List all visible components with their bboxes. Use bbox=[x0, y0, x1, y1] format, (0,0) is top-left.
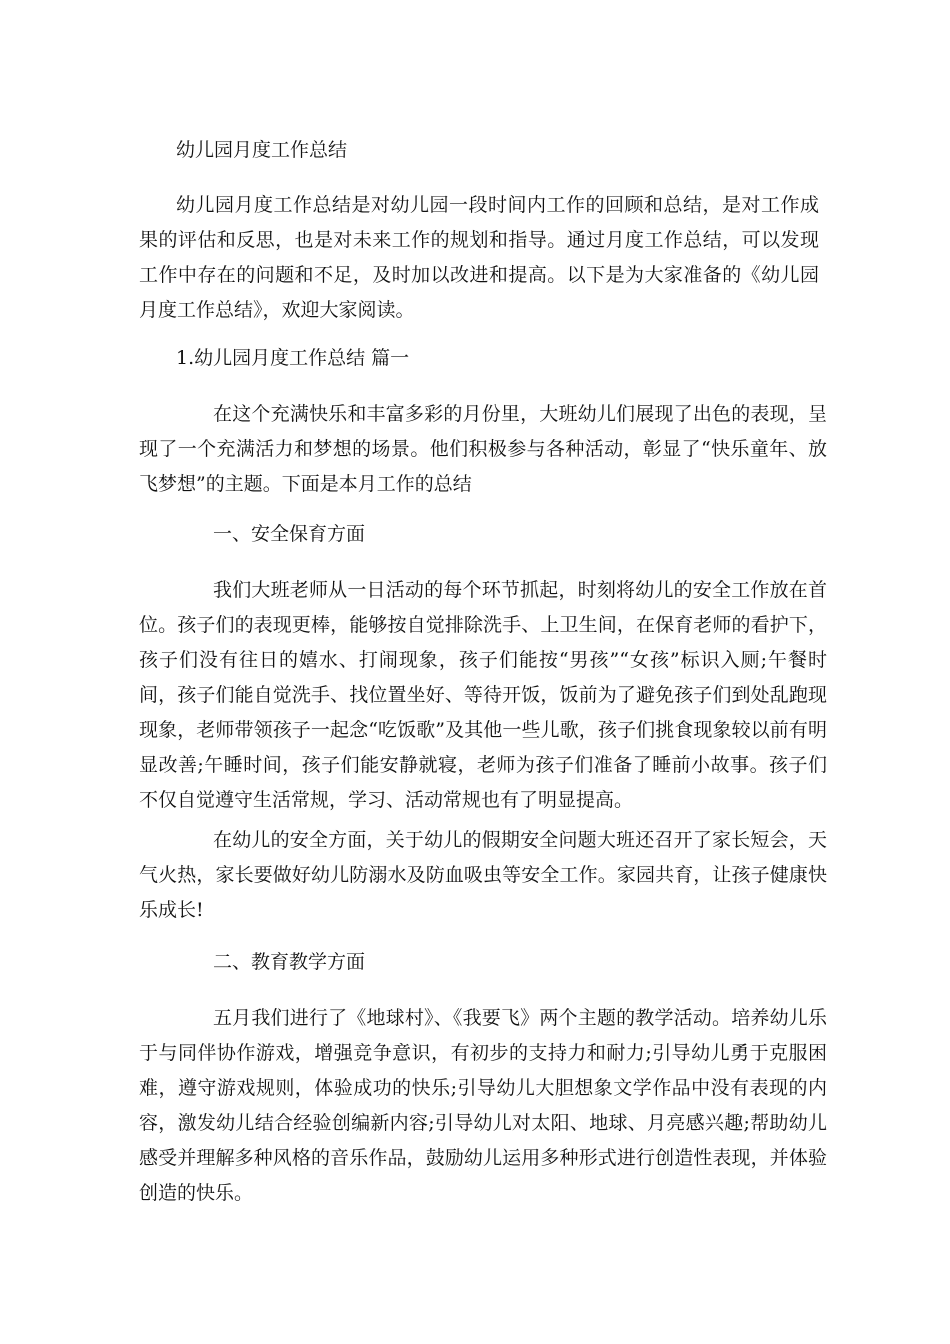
teaching-paragraph-1: 五月我们进行了《地球村》、《我要飞》两个主题的教学活动。培养幼儿乐于与同伴协作游戏，增强竞争意识，有初步的支持力和耐力;引导幼儿勇于克服困难，遵守游戏规则，体验成功的快乐;引导幼儿大胆想象文学作品中没有表现的内容，激发幼儿结合经验创编新内容;引导幼儿对太阳、地球、月亮感兴趣;帮助幼儿感受并理解多种风格的音乐作品，鼓励幼儿运用多种形式进行创造性表现，并体验创造的快乐。 bbox=[139, 1007, 827, 1204]
article-heading: 1.幼儿园月度工作总结 篇一 bbox=[176, 347, 410, 369]
intro-paragraph: 幼儿园月度工作总结是对幼儿园一段时间内工作的回顾和总结，是对工作成果的评估和反思，也是对未来工作的规划和指导。通过月度工作总结，可以发现工作中存在的问题和不足，及时加以改进和提高。以下是为大家准备的《幼儿园月度工作总结》，欢迎大家阅读。 bbox=[139, 194, 819, 321]
document-title: 幼儿园月度工作总结 bbox=[176, 139, 348, 161]
article-paragraph-1: 在这个充满快乐和丰富多彩的月份里，大班幼儿们展现了出色的表现，呈现了一个充满活力和梦想的场景。他们积极参与各种活动，彰显了“快乐童年、放飞梦想”的主题。下面是本月工作的总结 bbox=[139, 403, 827, 495]
safety-paragraph-1: 我们大班老师从一日活动的每个环节抓起，时刻将幼儿的安全工作放在首位。孩子们的表现更棒，能够按自觉排除洗手、上卫生间，在保育老师的看护下，孩子们没有往日的嬉水、打闹现象，孩子们能按“男孩”“女孩”标识入厕;午餐时间，孩子们能自觉洗手、找位置坐好、等待开饭，饭前为了避免孩子们到处乱跑现现象，老师带领孩子一起念“吃饭歌”及其他一些儿歌，孩子们挑食现象较以前有明显改善;午睡时间，孩子们能安静就寝，老师为孩子们准备了睡前小故事。孩子们不仅自觉遵守生活常规，学习、活动常规也有了明显提高。 bbox=[139, 579, 827, 811]
section-heading-safety: 一、安全保育方面 bbox=[213, 523, 366, 545]
safety-paragraph-2: 在幼儿的安全方面，关于幼儿的假期安全问题大班还召开了家长短会，天气火热，家长要做好幼儿防溺水及防血吸虫等安全工作。家园共育，让孩子健康快乐成长! bbox=[139, 829, 827, 921]
section-heading-teaching: 二、教育教学方面 bbox=[213, 951, 366, 973]
